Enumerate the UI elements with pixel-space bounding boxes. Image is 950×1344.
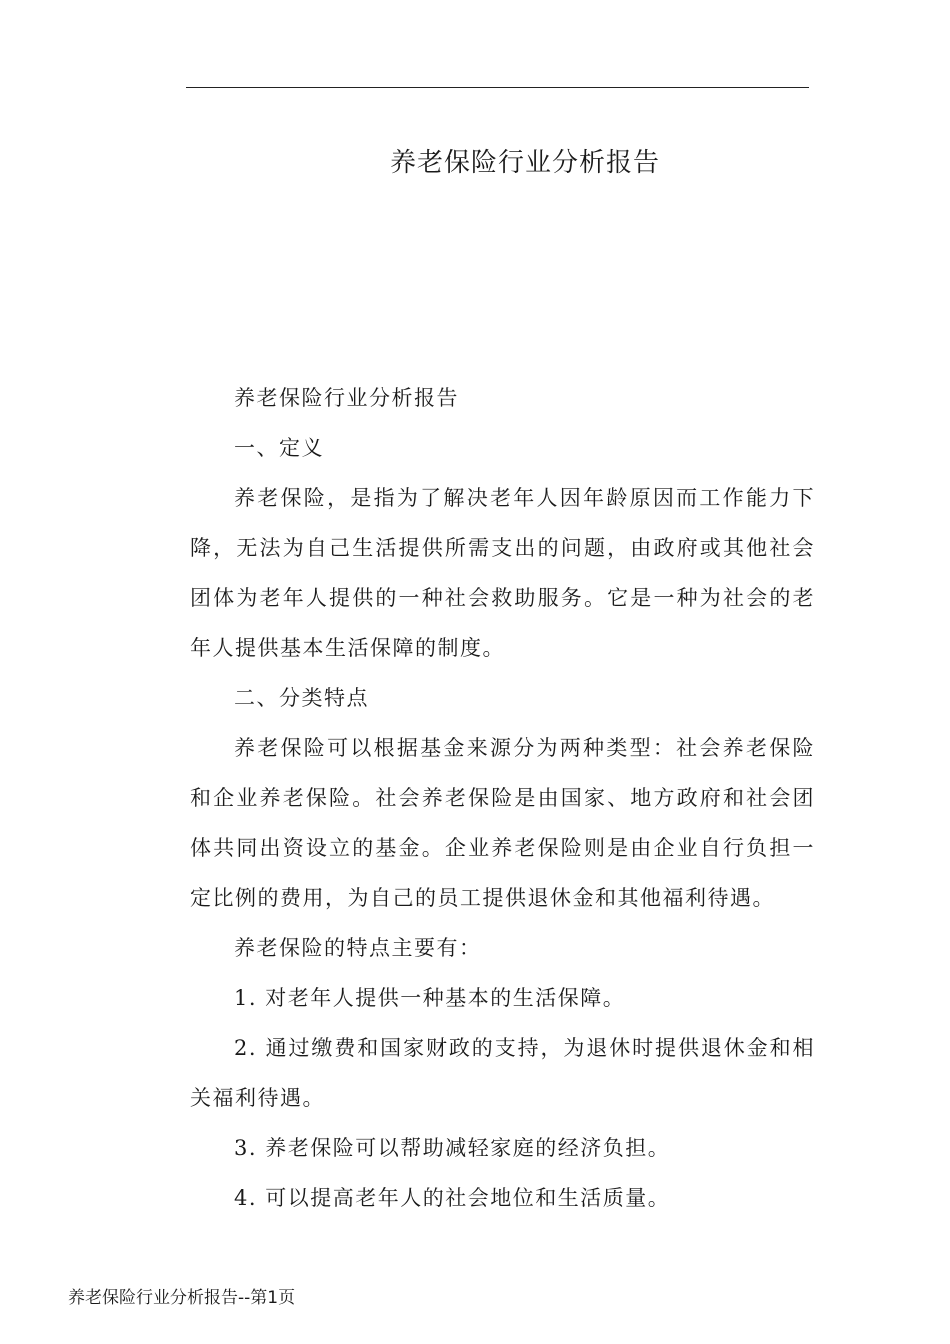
feature-item-2: 2. 通过缴费和国家财政的支持，为退休时提供退休金和相关福利待遇。 xyxy=(190,1036,815,1110)
definition-paragraph: 养老保险，是指为了解决老年人因年龄原因而工作能力下降，无法为自己生活提供所需支出的问题，由政府或其他社会团体为老年人提供的一种社会救助服务。它是一种为社会的老年人提供基本生活保障的制度。 xyxy=(190,486,815,660)
page-footer: 养老保险行业分析报告--第1页 xyxy=(68,1288,296,1308)
feature-item-4: 4. 可以提高老年人的社会地位和生活质量。 xyxy=(234,1186,671,1210)
section-heading-classification: 二、分类特点 xyxy=(234,686,369,710)
section-heading-definition: 一、定义 xyxy=(234,436,324,460)
feature-item-3: 3. 养老保险可以帮助减轻家庭的经济负担。 xyxy=(234,1136,671,1160)
body-heading: 养老保险行业分析报告 xyxy=(234,386,459,410)
header-rule xyxy=(186,87,809,88)
document-body xyxy=(190,373,815,1223)
features-intro: 养老保险的特点主要有： xyxy=(234,936,482,960)
document-title: 养老保险行业分析报告 xyxy=(389,148,660,178)
feature-item-1: 1. 对老年人提供一种基本的生活保障。 xyxy=(234,986,626,1010)
classification-paragraph: 养老保险可以根据基金来源分为两种类型：社会养老保险和企业养老保险。社会养老保险是由国家、地方政府和社会团体共同出资设立的基金。企业养老保险则是由企业自行负担一定比例的费用，为自己的员工提供退休金和其他福利待遇。 xyxy=(190,736,815,910)
